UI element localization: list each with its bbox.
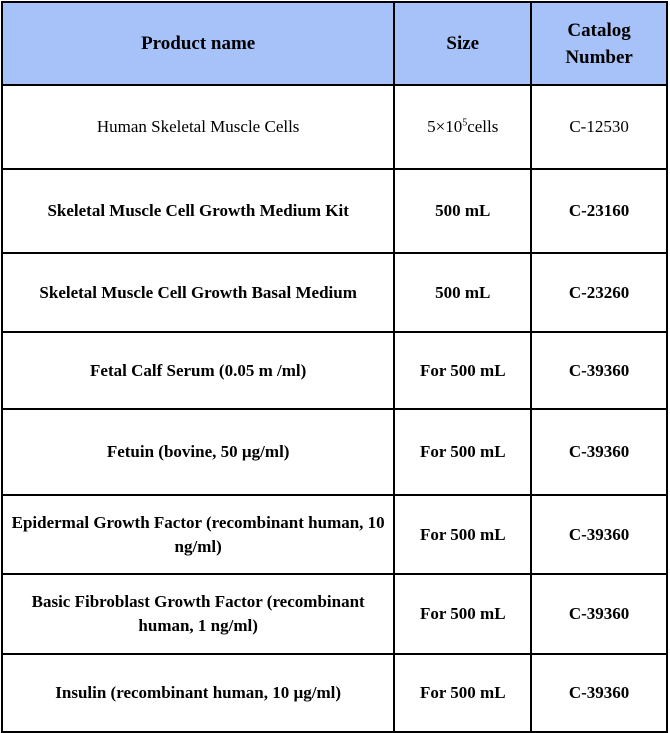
- table-header-row: [2, 2, 667, 85]
- product-name-cell: Skeletal Muscle Cell Growth Medium Kit: [2, 169, 394, 253]
- header-product-name: Product name: [2, 2, 394, 85]
- table-row: [2, 85, 667, 169]
- catalog-cell: C-39360: [531, 409, 667, 495]
- table-row: [2, 574, 667, 654]
- size-cell: [394, 85, 531, 169]
- product-table: [1, 1, 668, 733]
- size-cell: 500 mL: [394, 253, 531, 332]
- table-row: [2, 654, 667, 732]
- product-name-cell: Fetuin (bovine, 50 µg/ml): [2, 409, 394, 495]
- size-exponent: 5: [462, 117, 468, 129]
- table-row: [2, 332, 667, 409]
- catalog-cell: C-12530: [531, 85, 667, 169]
- table-row: [2, 409, 667, 495]
- header-catalog-number: Catalog Number: [531, 2, 667, 85]
- size-cell: For 500 mL: [394, 574, 531, 654]
- size-suffix: cells: [467, 117, 499, 136]
- table-row: [2, 169, 667, 253]
- size-cell: For 500 mL: [394, 654, 531, 732]
- product-name-cell: Human Skeletal Muscle Cells: [2, 85, 394, 169]
- size-cell: For 500 mL: [394, 332, 531, 409]
- product-name-cell: Insulin (recombinant human, 10 µg/ml): [2, 654, 394, 732]
- table-row: [2, 253, 667, 332]
- catalog-cell: C-39360: [531, 332, 667, 409]
- header-size: Size: [394, 2, 531, 85]
- size-prefix: 5×10: [427, 117, 463, 136]
- table-row: [2, 495, 667, 574]
- catalog-cell: C-23160: [531, 169, 667, 253]
- catalog-cell: C-23260: [531, 253, 667, 332]
- product-name-cell: Skeletal Muscle Cell Growth Basal Medium: [2, 253, 394, 332]
- size-cell: 500 mL: [394, 169, 531, 253]
- catalog-cell: C-39360: [531, 654, 667, 732]
- product-name-cell: Basic Fibroblast Growth Factor (recombinant human, 1 ng/ml): [2, 574, 394, 654]
- catalog-cell: C-39360: [531, 574, 667, 654]
- size-cell: For 500 mL: [394, 409, 531, 495]
- product-name-cell: Fetal Calf Serum (0.05 m /ml): [2, 332, 394, 409]
- product-name-cell: Epidermal Growth Factor (recombinant human, 10 ng/ml): [2, 495, 394, 574]
- size-cell: For 500 mL: [394, 495, 531, 574]
- catalog-cell: C-39360: [531, 495, 667, 574]
